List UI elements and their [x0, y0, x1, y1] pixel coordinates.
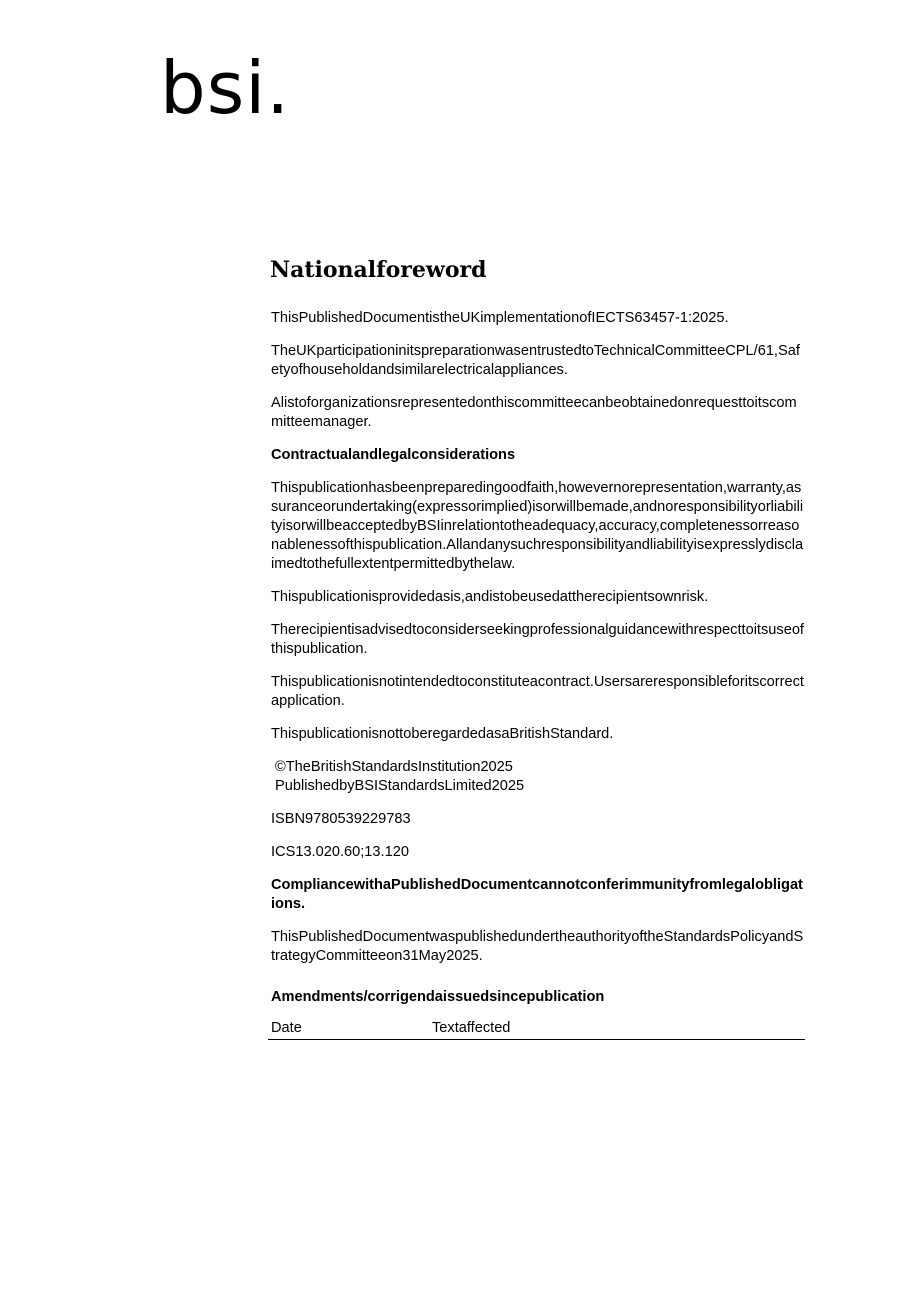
guidance-paragraph: Therecipientisadvisedtoconsiderseekingprofessionalguidancewithrespecttoitsuseofthispublication. [271, 622, 804, 657]
contract-paragraph: Thispublicationisnotintendedtoconstituteacontract.Usersareresponsibleforitscorrectapplication. [271, 674, 804, 709]
isbn: ISBN9780539229783 [271, 811, 411, 827]
national-foreword [270, 256, 806, 1040]
bsi-logo: bsi. [160, 46, 291, 130]
publisher-line: PublishedbyBSIStandardsLimited2025 [275, 778, 525, 794]
amendments-table-header [268, 1019, 805, 1040]
amendments-heading: Amendments/corrigendaissuedsincepublication [271, 989, 605, 1005]
text-affected-column-header: Textaffected [432, 1020, 511, 1036]
compliance-notice: CompliancewithaPublishedDocumentcannotconferimmunityfromlegalobligations. [271, 877, 803, 912]
page-title: Nationalforeword [270, 257, 487, 283]
participation-paragraph: TheUKparticipationinitspreparationwasentrustedtoTechnicalCommitteeCPL/61,Safetyofhouseholdandsimilarelectricalappliances. [271, 343, 800, 378]
organizations-paragraph: Alistoforganizationsrepresentedonthiscommitteecanbeobtainedonrequesttoitscommitteemanager. [271, 395, 797, 430]
authority-paragraph: ThisPublishedDocumentwaspublishedundertheauthorityoftheStandardsPolicyandStrategyCommitteeon31May2025. [271, 929, 804, 964]
copyright-block [275, 758, 806, 796]
copyright-line: ©TheBritishStandardsInstitution2025 [275, 759, 513, 775]
contractual-heading: Contractualandlegalconsiderations [271, 447, 516, 463]
date-column-header: Date [271, 1020, 302, 1036]
good-faith-paragraph: Thispublicationhasbeenpreparedingoodfaith,howevernorepresentation,warranty,assuranceorundertaking(expressorimplied)isorwillbemade,andnoresponsibilityorliabilityisorwillbeacceptedbyBSIinrelationtotheadequacy,accuracy,completenessorreasonablenessofthispublication.Allandanysuchresponsibilityandliabilityisexpresslydisclaimedtothefullextentpermittedbythelaw. [271, 480, 804, 572]
implementation-paragraph: ThisPublishedDocumentistheUKimplementationofIECTS63457-1:2025. [271, 310, 729, 326]
not-british-standard-paragraph: ThispublicationisnottoberegardedasaBritishStandard. [271, 726, 614, 742]
ics: ICS13.020.60;13.120 [271, 844, 409, 860]
as-is-paragraph: Thispublicationisprovidedasis,andistobeusedattherecipientsownrisk. [271, 589, 709, 605]
